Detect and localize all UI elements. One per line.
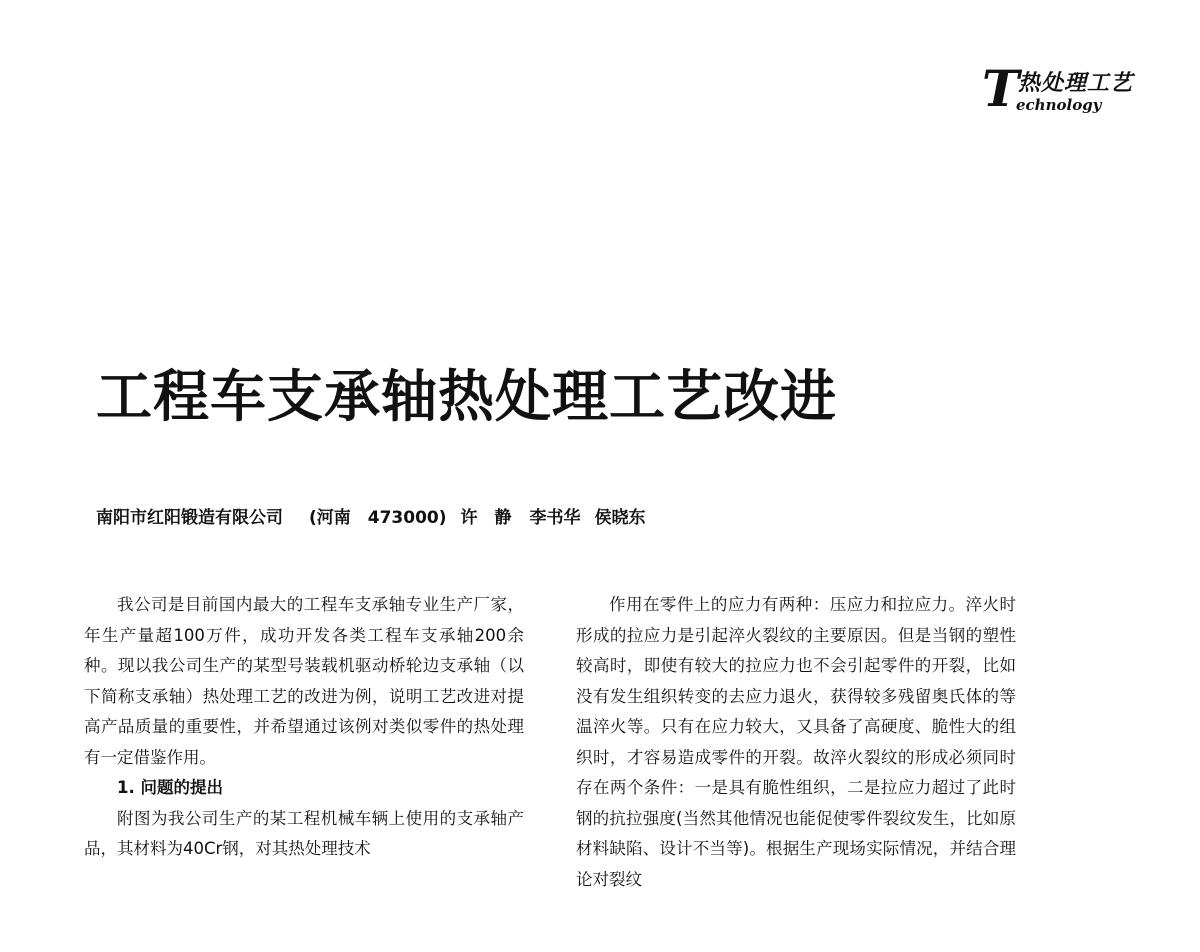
article-title: 工程车支承轴热处理工艺改进 (96, 364, 837, 430)
intro-paragraph: 我公司是目前国内最大的工程车支承轴专业生产厂家，年生产量超100万件，成功开发各类工程车支承轴200余种。现以我公司生产的某型号装载机驱动桥轮边支承轴（以下简称支承轴）热处理工艺的改进为例，说明工艺改进对提高产品质量的重要性，并希望通过该例对类似零件的热处理有一定借鉴作用。 (84, 595, 524, 767)
author-company: 南阳市红阳锻造有限公司 (96, 508, 283, 528)
author-location: (河南 473000) (309, 508, 447, 528)
author-name: 侯晓东 (594, 508, 646, 528)
logo-english-text: echnology (1016, 96, 1102, 114)
logo-chinese-text: 热处理工艺 (1018, 70, 1134, 96)
author-name: 许 静 (460, 508, 512, 528)
section-heading: 1. 问题的提出 (117, 778, 223, 797)
author-name: 李书华 (529, 508, 581, 528)
journal-section-logo (982, 59, 1182, 122)
logo-letter: T (982, 59, 1020, 118)
body-paragraph: 作用在零件上的应力有两种：压应力和拉应力。淬火时形成的拉应力是引起淬火裂纹的主要原因。但是当钢的塑性较高时，即使有较大的拉应力也不会引起零件的开裂，比如没有发生组织转变的去应力退火，获得较多残留奥氏体的等温淬火等。只有在应力较大，又具备了高硬度、脆性大的组织时，才容易造成零件的开裂。故淬火裂纹的形成必须同时存在两个条件：一是具有脆性组织，二是拉应力超过了此时钢的抗拉强度(当然其他情况也能促使零件裂纹发生，比如原材料缺陷、设计不当等)。根据生产现场实际情况，并结合理论对裂纹 (576, 595, 1016, 889)
left-text-column (84, 590, 524, 865)
right-text-column (576, 590, 1016, 895)
section-paragraph: 附图为我公司生产的某工程机械车辆上使用的支承轴产品，其材料为40Cr钢，对其热处理技术 (84, 808, 524, 858)
article-byline (96, 503, 646, 528)
